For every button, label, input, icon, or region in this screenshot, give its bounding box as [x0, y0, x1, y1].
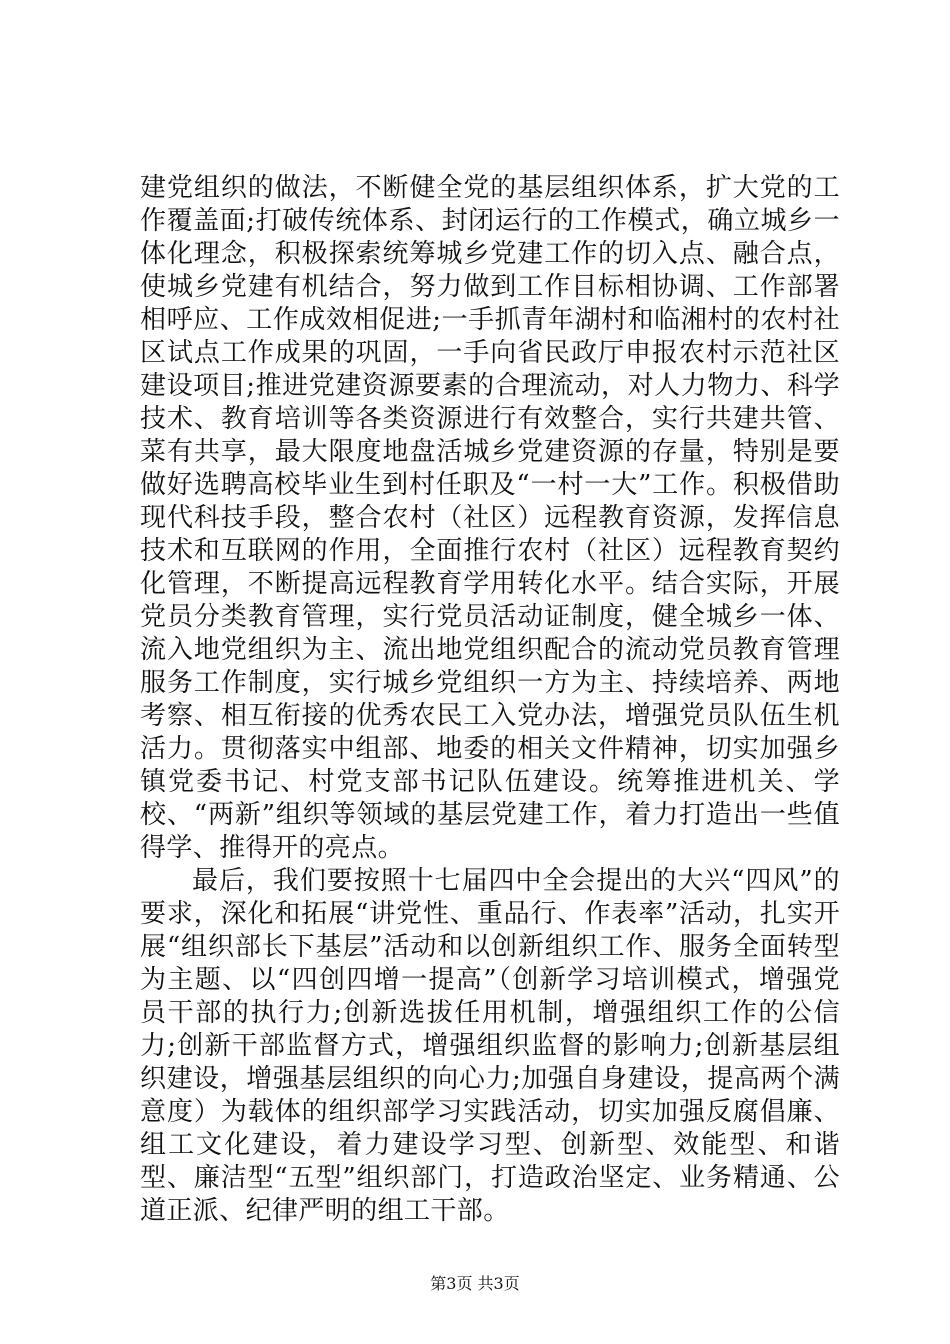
- paragraph-continued: 建党组织的做法，不断健全党的基层组织体系，扩大党的工作覆盖面;打破传统体系、封闭运行的工作模式，确立城乡一体化理念，积极探索统筹城乡党建工作的切入点、融合点，使城乡党建有机结合，努力做到工作目标相协调、工作部署相呼应、工作成效相促进;一手抓青年湖村和临湘村的农村社区试点工作成果的巩固，一手向省民政厅申报农村示范社区建设项目;推进党建资源要素的合理流动，对人力物力、科学技术、教育培训等各类资源进行有效整合，实行共建共管、菜有共享，最大限度地盘活城乡党建资源的存量，特别是要做好选聘高校毕业生到村任职及“一村一大”工作。积极借助现代科技手段，整合农村（社区）远程教育资源，发挥信息技术和互联网的作用，全面推行农村（社区）远程教育契约化管理，不断提高远程教育学用转化水平。结合实际，开展党员分类教育管理，实行党员活动证制度，健全城乡一体、流入地党组织为主、流出地党组织配合的流动党员教育管理服务工作制度，实行城乡党组织一方为主、持续培养、两地考察、相互衔接的优秀农民工入党办法，增强党员队伍生机活力。贯彻落实中组部、地委的相关文件精神，切实加强乡镇党委书记、村党支部书记队伍建设。统筹推进机关、学校、“两新”组织等领域的基层党建工作，着力打造出一些值得学、推得开的亮点。: [140, 173, 840, 863]
- page-footer: 第3页 共3页: [430, 1274, 520, 1293]
- paragraph-conclusion: 最后，我们要按照十七届四中全会提出的大兴“四风”的要求，深化和拓展“讲党性、重品行、作表率”活动，扎实开展“组织部长下基层”活动和以创新组织工作、服务全面转型为主题、以“四创四增一提高”（创新学习培训模式，增强党员干部的执行力;创新选拔任用机制，增强组织工作的公信力;创新干部监督方式，增强组织监督的影响力;创新基层组织建设，增强基层组织的向心力;加强自身建设，提高两个满意度）为载体的组织部学习实践活动，切实加强反腐倡廉、组工文化建设，着力建设学习型、创新型、效能型、和谐型、廉洁型“五型”组织部门，打造政治坚定、业务精通、公道正派、纪律严明的组工干部。: [140, 866, 840, 1226]
- body-text: [140, 172, 840, 1228]
